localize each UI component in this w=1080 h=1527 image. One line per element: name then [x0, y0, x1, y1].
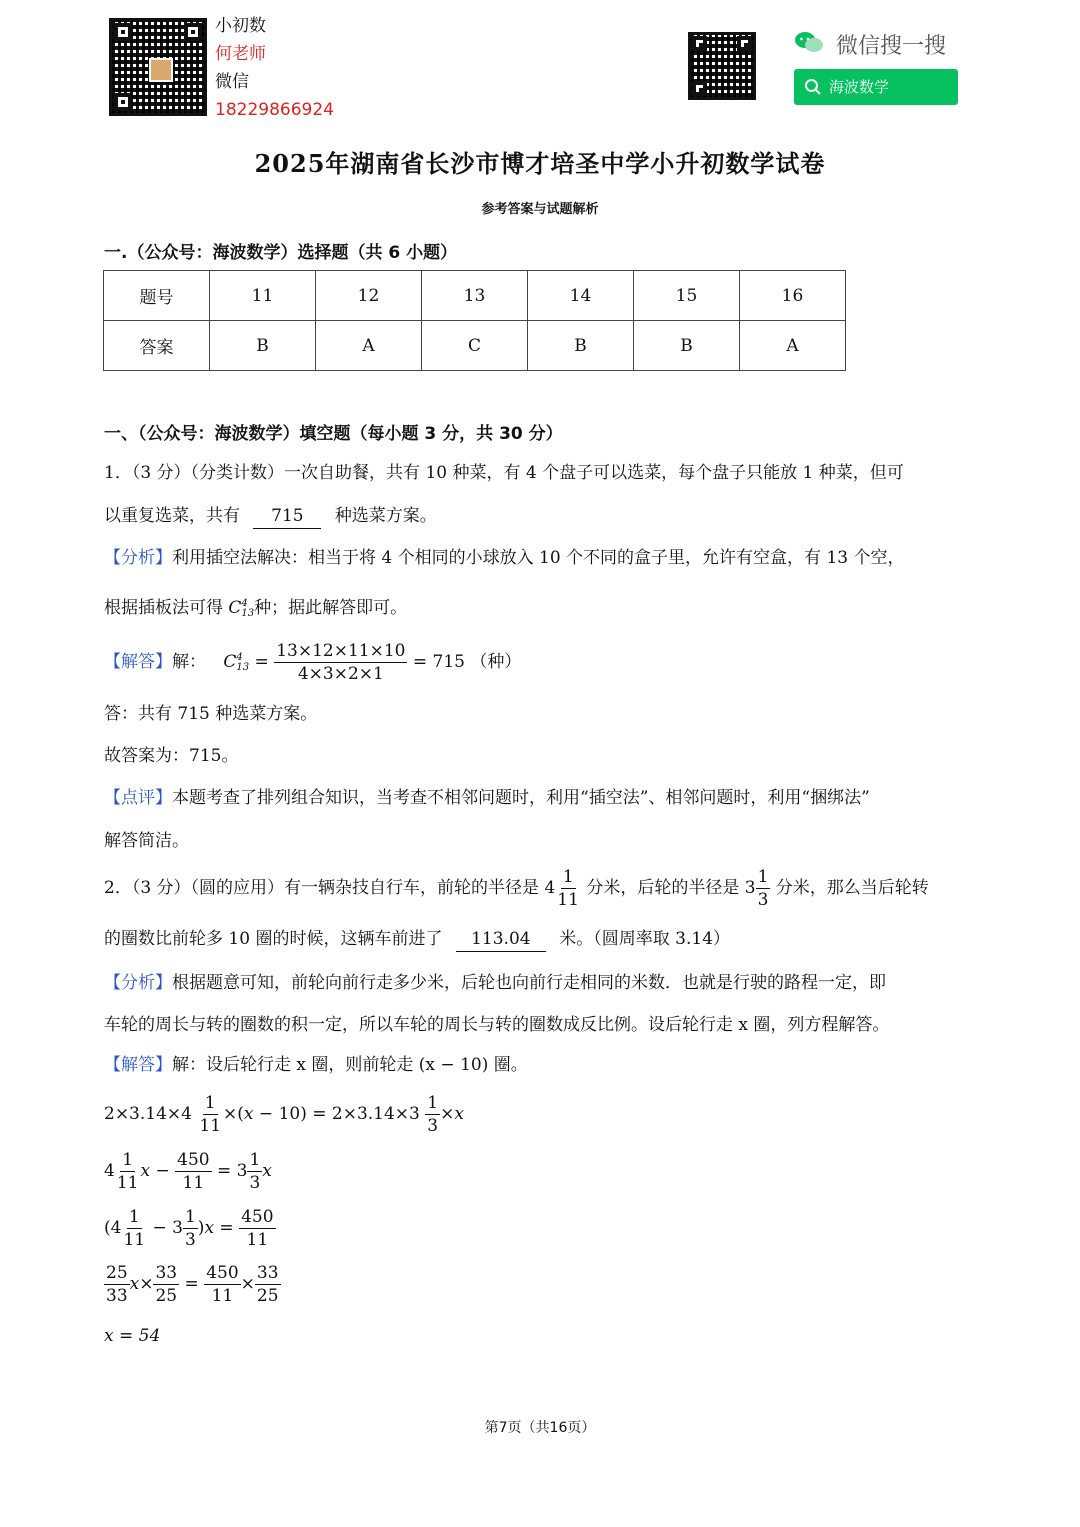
q1-analysis-2: [104, 596, 407, 620]
solution-fraction: $\frac{13\times 12\times 11\times 10}{4\times 3\times 2\times 1}$: [276, 641, 406, 684]
q2-line-2: [104, 927, 730, 952]
table-cell: A: [740, 321, 846, 371]
q1-text: 种选菜方案。: [334, 506, 437, 526]
q2-text: 2．（3 分）（圆的应用）有一辆杂技自行车，前轮的半径是: [104, 878, 540, 898]
q1-line-2: [104, 504, 437, 529]
equation-3: (4 $\frac{1}{11}$ − 3 $\frac{1}{3}$ )x = $\frac{450}{11}$: [104, 1207, 274, 1250]
q2-text: 米。（圆周率取 3.14）: [559, 929, 731, 949]
q1-analysis-1: [104, 546, 905, 570]
table-cell: 12: [316, 271, 422, 321]
section-heading-choice: 一.（公众号：海波数学）选择题（共 6 小题）: [104, 243, 458, 263]
wechat-qr-code: [688, 32, 756, 100]
q1-line-1: 1．（3 分）（分类计数）一次自助餐，共有 10 种菜，有 4 个盘子可以选菜，每个盘子只能放 1 种菜，但可: [104, 463, 904, 483]
review-tag: 【点评】: [104, 788, 172, 808]
solution-tag: 【解答】: [104, 652, 172, 672]
solution-text: 解：: [172, 652, 206, 672]
analysis-text: 利用插空法解决：相当于将 4 个相同的小球放入 10 个不同的盒子里，允许有空盒，有 13 个空，: [172, 548, 905, 568]
review-text: 本题考查了排列组合知识，当考查不相邻问题时，利用“插空法”、相邻问题时，利用“捆绑法”: [172, 788, 870, 808]
q1-reply: 答：共有 715 种选菜方案。: [104, 704, 318, 724]
q2-analysis-1: [104, 971, 886, 995]
table-cell: 15: [634, 271, 740, 321]
q1-answer-blank: 715: [253, 504, 321, 529]
table-cell: 14: [528, 271, 634, 321]
search-icon: [804, 78, 822, 96]
table-cell: B: [528, 321, 634, 371]
q2-text: 的圈数比前轮多 10 圈的时候，这辆车前进了: [104, 929, 443, 949]
contact-line-2: 何老师: [215, 44, 266, 64]
solution-tag: 【解答】: [104, 1055, 172, 1075]
page-subtitle: 参考答案与试题解析: [481, 202, 599, 217]
equation-5: x = 54: [104, 1326, 161, 1346]
q2-solution: [104, 1053, 528, 1077]
analysis-tag: 【分析】: [104, 973, 172, 993]
q2-answer-blank: 113.04: [456, 927, 546, 952]
contact-info: [215, 12, 334, 124]
contact-line-1: 小初数: [215, 16, 266, 36]
table-cell: 11: [210, 271, 316, 321]
q2-text: 分米，后轮的半径是: [586, 878, 740, 898]
table-cell: B: [634, 321, 740, 371]
analysis-text: 根据插板法可得: [104, 598, 223, 618]
wechat-search-label: 微信搜一搜: [836, 34, 947, 59]
q2-text: 分米，那么当后轮转: [775, 878, 929, 898]
contact-line-3: 微信: [215, 72, 249, 92]
q2-analysis-2: 车轮的周长与转的圈数的积一定，所以车轮的周长与转的圈数成反比例。设后轮行走 x 圈，列方程解答。: [104, 1015, 890, 1035]
wechat-icon: [794, 30, 824, 54]
wechat-search-logo: [794, 30, 824, 58]
table-cell: B: [210, 321, 316, 371]
equation-4: $\frac{25}{33}$ x× $\frac{33}{25}$ = $\frac{450}{11}$ × $\frac{33}{25}$: [106, 1263, 279, 1306]
search-button-label: 海波数学: [829, 78, 890, 96]
q1-text: 以重复选菜，共有: [104, 506, 240, 526]
section-heading-fill: 一、（公众号：海波数学）填空题（每小题 3 分，共 30 分）: [104, 424, 563, 444]
page-title: 2025年湖南省长沙市博才培圣中学小升初数学试卷: [254, 149, 826, 178]
table-cell: 16: [740, 271, 846, 321]
mixed-number-3-1-3: 3 $\frac{1}{3}$: [744, 867, 769, 910]
analysis-text: 根据题意可知，前轮向前行走多少米，后轮也向前行走相同的米数．也就是行驶的路程一定，即: [172, 973, 886, 993]
solution-text: 解：设后轮行走 x 圈，则前轮走 (x − 10) 圈。: [172, 1055, 528, 1075]
table-cell: 13: [422, 271, 528, 321]
search-button[interactable]: [794, 69, 958, 105]
q2-line-1: [104, 866, 929, 911]
page-number: 第7页（共16页）: [484, 1420, 596, 1436]
contact-qr-code: [109, 18, 207, 116]
table-row: [104, 271, 846, 321]
avatar: [149, 58, 173, 82]
contact-line-4: 18229866924: [215, 100, 334, 120]
table-cell: A: [316, 321, 422, 371]
table-cell: C: [422, 321, 528, 371]
mixed-number-4-1-11: 4 $\frac{1}{11}$: [544, 867, 579, 910]
combination-symbol: C 4 13: [223, 651, 250, 673]
combination-symbol: C 4 13: [228, 597, 255, 619]
q1-solution: 【解答】解： C 4 13 = $\frac{13\times 12\times 11\times 10}{4\times 3\times 2\times 1}$ = 715 （种）: [104, 641, 522, 684]
equation-1: 2×3.14×4 $\frac{1}{11}$ ×(x − 10) = 2×3.14×3 $\frac{1}{3}$ ×x: [104, 1093, 464, 1136]
table-cell: 题号: [104, 271, 210, 321]
equation-2: 4 $\frac{1}{11}$ x − $\frac{450}{11}$ = 3 $\frac{1}{3}$ x: [104, 1150, 272, 1193]
q1-review-1: [104, 786, 870, 810]
answer-table: [103, 270, 846, 371]
solution-result: = 715 （种）: [412, 652, 522, 672]
q1-review-2: 解答简洁。: [104, 831, 189, 851]
q1-final: 故答案为：715。: [104, 746, 239, 766]
table-row: [104, 321, 846, 371]
analysis-text: 种；据此解答即可。: [254, 598, 408, 618]
analysis-tag: 【分析】: [104, 548, 172, 568]
table-cell: 答案: [104, 321, 210, 371]
